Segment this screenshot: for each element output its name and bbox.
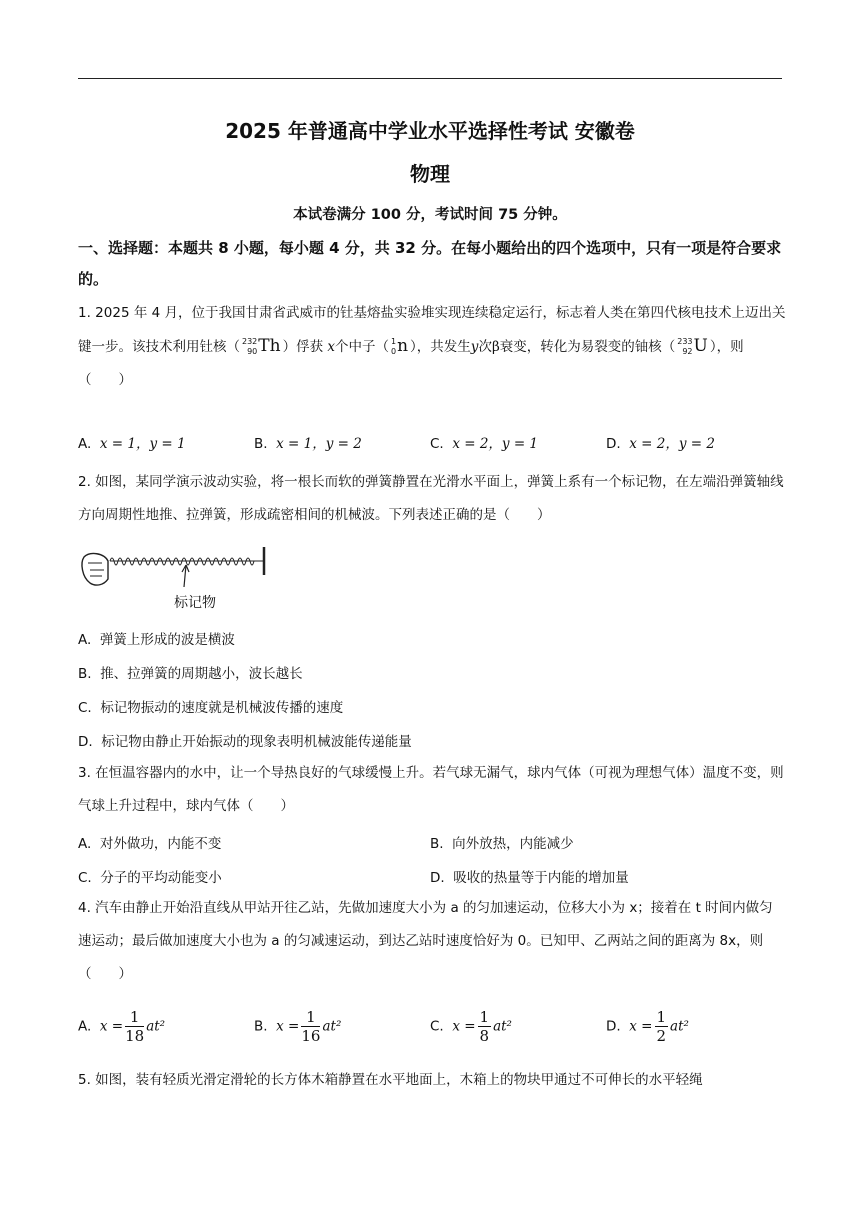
q3-option-d[interactable]: D. 吸收的热量等于内能的增加量 (430, 870, 629, 886)
question-1-stem: 1. 2025 年 4 月，位于我国甘肃省武威市的钍基熔盐实验堆实现连续稳定运行，标志着人类在第四代核电技术上迈出关键一步。该技术利用钍核（ 232 90Th ）俘获 x个中子（ 1 0n ），共发生y次β衰变，转化为易裂变的铀核（ 233 92U ），则（ ） (78, 305, 786, 388)
neutron-nuclide: 1 0n (391, 336, 409, 356)
question-5-stem: 5. 如图，装有轻质光滑定滑轮的长方体木箱静置在水平地面上，木箱上的物块甲通过不可伸长的水平轻绳 (78, 1072, 703, 1088)
section-heading: 一、选择题：本题共 8 小题，每小题 4 分，共 32 分。在每小题给出的四个选项中，只有一项是符合要求的。 (78, 239, 782, 288)
q4-option-a[interactable]: A. x = $\frac{1}{18}$ at² (78, 1008, 166, 1045)
q2-option-d[interactable]: D. 标记物由静止开始振动的现象表明机械波能传递能量 (78, 734, 412, 750)
question-4-stem: 4. 汽车由静止开始沿直线从甲站开往乙站，先做加速度大小为 a 的匀加速运动，位移大小为 x；接着在 t 时间内做匀速运动；最后做加速度大小也为 a 的匀减速运动，到达乙站时速度恰好为 0。已知甲、乙两站之间的距离为 8x，则（ ） (78, 900, 773, 982)
question-2-stem: 2. 如图，某同学演示波动实验，将一根长而软的弹簧静置在光滑水平面上，弹簧上系有一个标记物，在左端沿弹簧轴线方向周期性地推、拉弹簧，形成疏密相间的机械波。下列表述正确的是（ ） (78, 474, 784, 523)
q4-option-d[interactable]: D. x = $\frac{1}{2}$ at² (606, 1008, 689, 1045)
q1-option-d[interactable]: D. x = 2，y = 2 (606, 436, 715, 452)
q1-option-a[interactable]: A. x = 1，y = 1 (78, 436, 186, 452)
q2-option-b[interactable]: B. 推、拉弹簧的周期越小，波长越长 (78, 666, 303, 682)
q1-option-c[interactable]: C. x = 2，y = 1 (430, 436, 539, 452)
q2-option-a[interactable]: A. 弹簧上形成的波是横波 (78, 632, 235, 648)
exam-note: 本试卷满分 100 分，考试时间 75 分钟。 (293, 207, 567, 223)
subject-title: 物理 (410, 162, 450, 186)
q2-option-c[interactable]: C. 标记物振动的速度就是机械波传播的速度 (78, 700, 344, 716)
exam-title: 2025 年普通高中学业水平选择性考试 安徽卷 (225, 119, 635, 143)
q3-option-c[interactable]: C. 分子的平均动能变小 (78, 870, 222, 886)
q3-option-a[interactable]: A. 对外做功，内能不变 (78, 836, 222, 852)
uranium-nuclide: 233 92U (677, 336, 708, 356)
figure-label-marker: 标记物 (174, 595, 216, 611)
thorium-nuclide: 232 90Th (242, 336, 281, 356)
q4-option-b[interactable]: B. x = $\frac{1}{16}$ at² (254, 1008, 342, 1045)
header-rule (78, 78, 782, 79)
q3-option-b[interactable]: B. 向外放热，内能减少 (430, 836, 574, 852)
question-3-stem: 3. 在恒温容器内的水中，让一个导热良好的气球缓慢上升。若气球无漏气，球内气体（可视为理想气体）温度不变，则气球上升过程中，球内气体（ ） (78, 765, 784, 814)
q4-option-c[interactable]: C. x = $\frac{1}{8}$ at² (430, 1008, 512, 1045)
q1-option-b[interactable]: B. x = 1，y = 2 (254, 436, 362, 452)
